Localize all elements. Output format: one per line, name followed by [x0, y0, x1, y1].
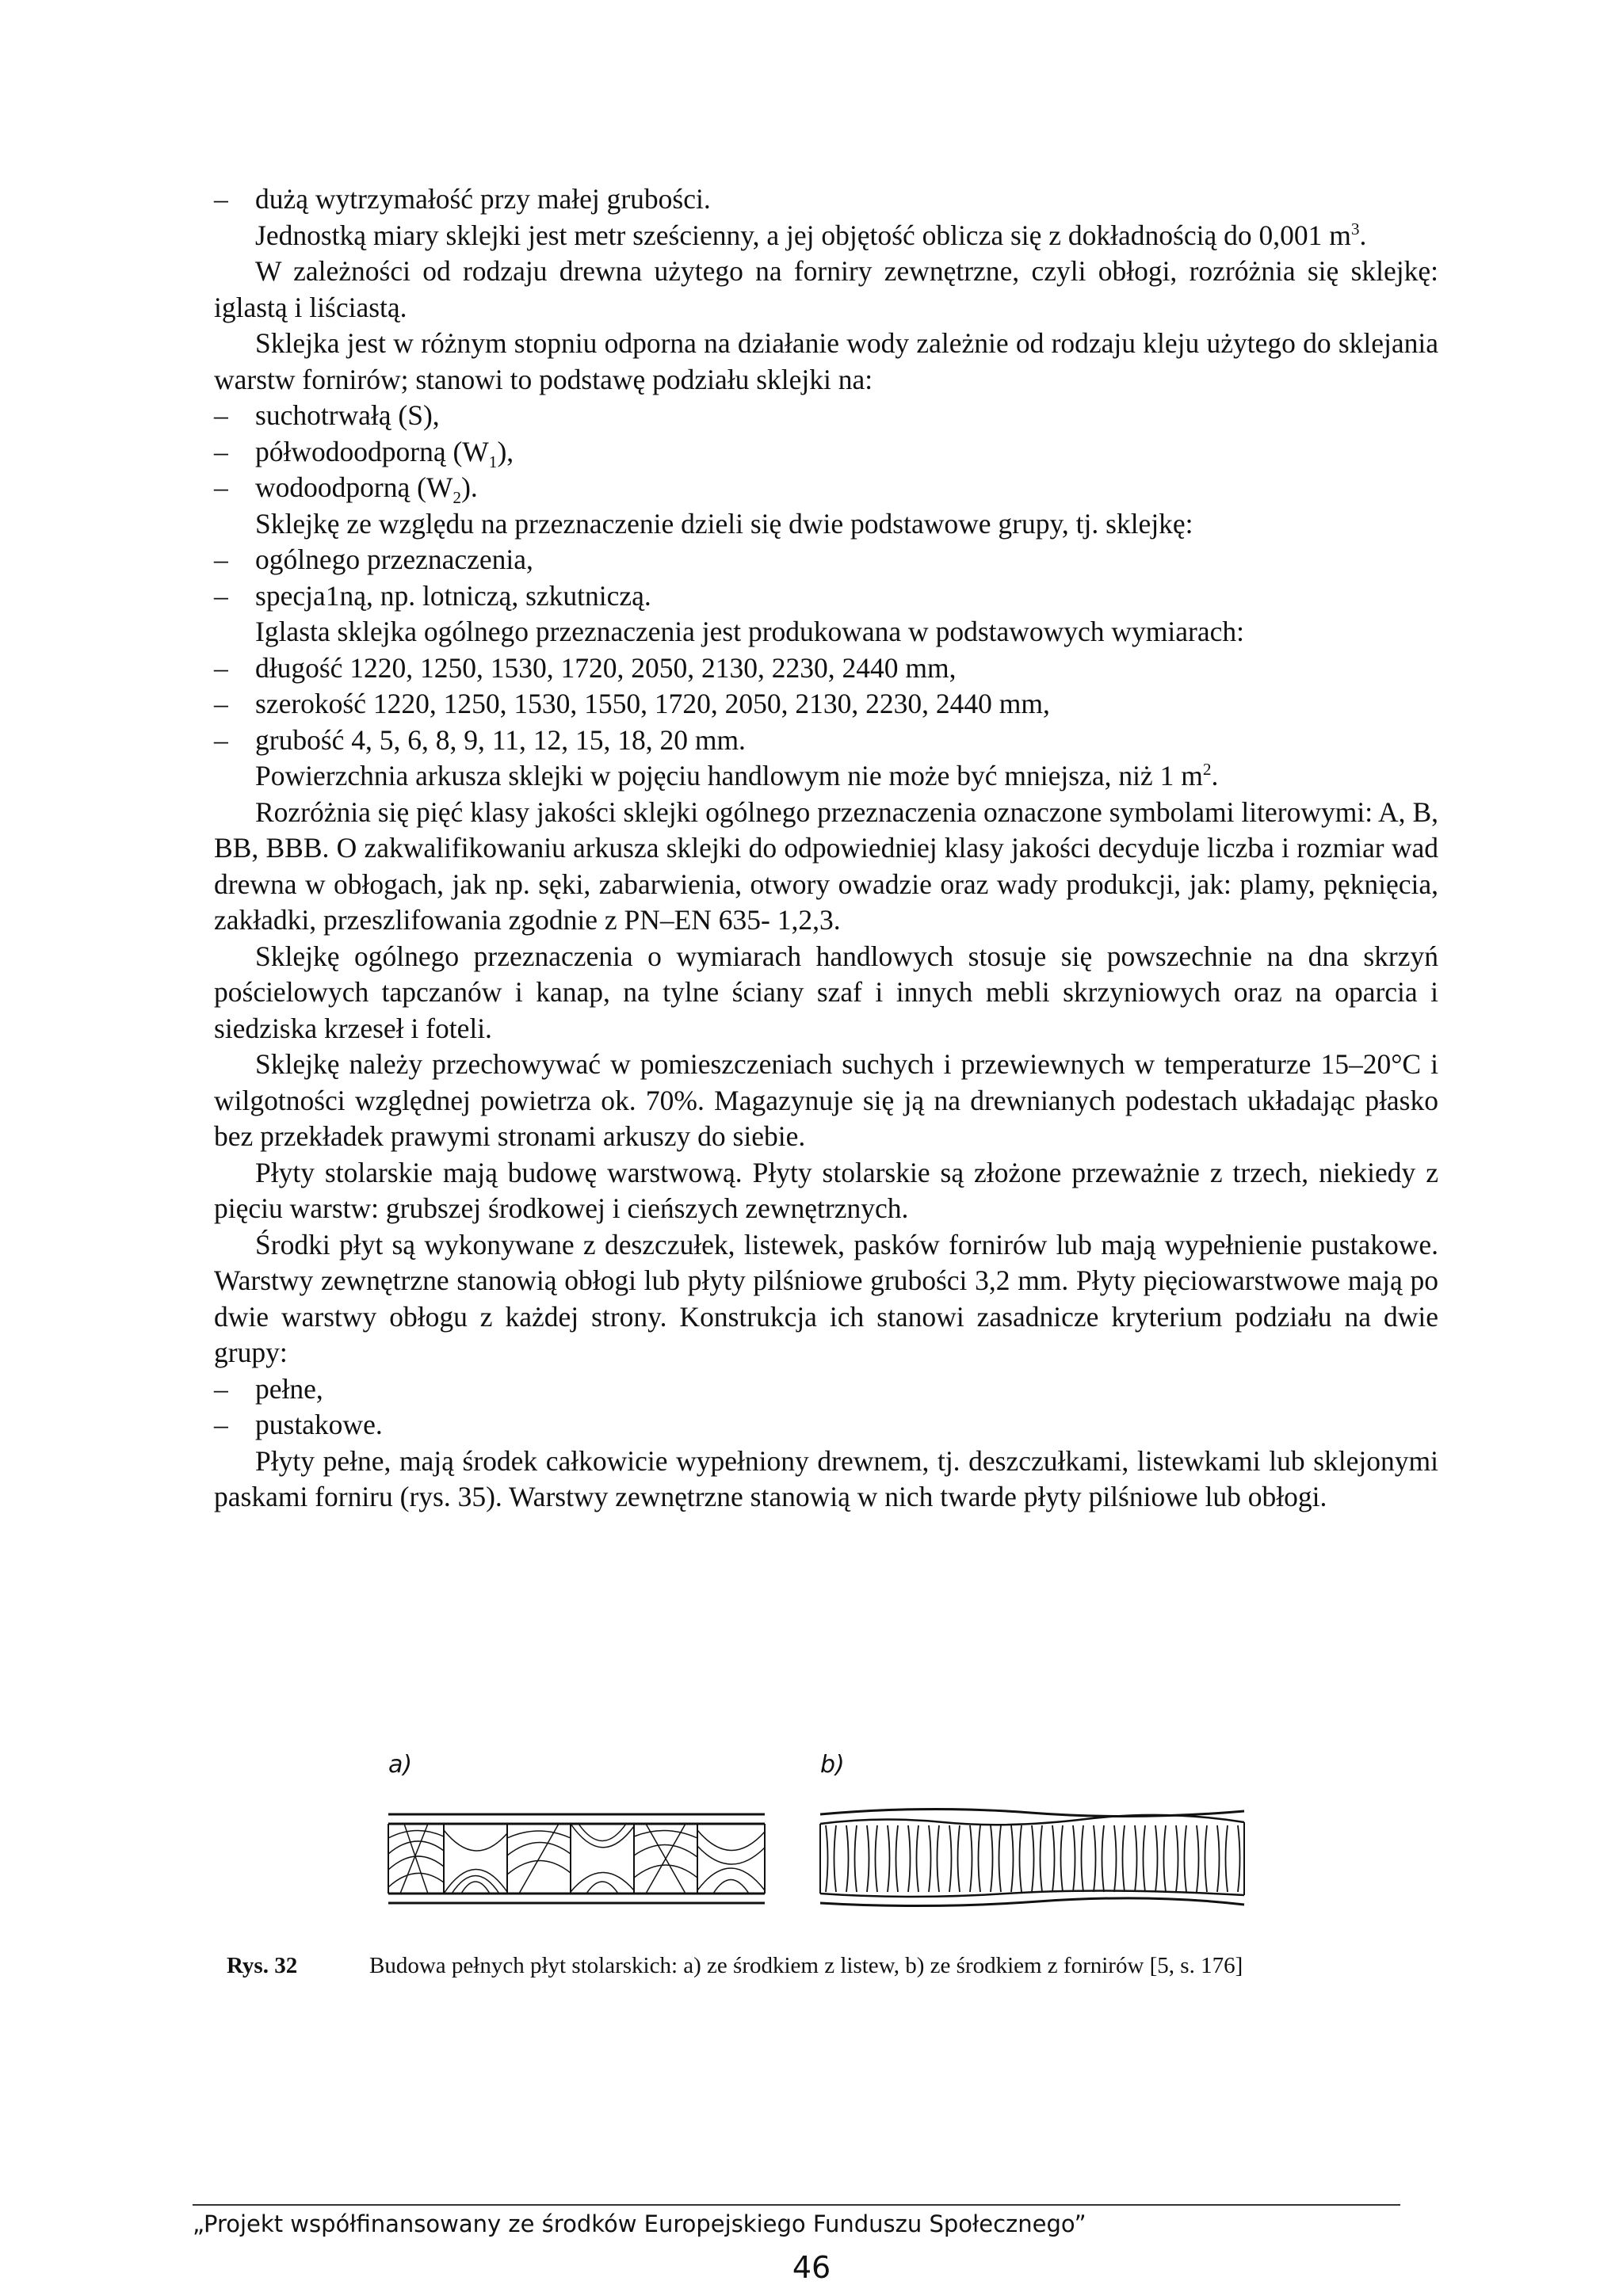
- veneer-strip-line: [970, 1825, 972, 1892]
- veneer-strip-line: [917, 1825, 919, 1892]
- paragraph: Płyty stolarskie mają budowę warstwową. Płyty stolarskie są złożone przeważnie z trzech, niekiedy z pięciu warstw: grubszej środkowej i cieńszych zewnętrznych.: [214, 1156, 1438, 1224]
- figure-label-b: b): [820, 1751, 845, 1779]
- figure-drawings: [372, 1751, 1260, 1917]
- veneer-strip-line: [1123, 1825, 1125, 1892]
- veneer-strip-line: [1011, 1825, 1014, 1892]
- veneer-strip-line: [834, 1825, 837, 1892]
- paragraph: Sklejkę należy przechowywać w pomieszczeniach suchych i przewiewnych w temperaturze 15–20°C i wilgotności względnej powietrza ok. 70%. Magazynuje się ją na drewnianych podestach układając płasko bez przekładek prawymi stronami arkuszy do siebie.: [214, 1048, 1438, 1152]
- list-item: – specja1ną, np. lotniczą, szkutniczą.: [214, 579, 651, 612]
- strip-core-board-drawing: [388, 1814, 765, 1903]
- list-item: – pełne,: [214, 1372, 323, 1405]
- list-item: – ogólnego przeznaczenia,: [214, 543, 533, 575]
- figure-number: Rys. 32: [227, 1953, 298, 1978]
- veneer-strip-line: [938, 1825, 940, 1892]
- figure-label-a: a): [388, 1751, 413, 1779]
- paragraph: Płyty pełne, mają środek całkowicie wypełniony drewnem, tj. deszczułkami, listewkami lub sklejonymi paskami forniru (rys. 35). Warstwy zewnętrzne stanowią w nich twarde płyty pilśniowe lub obłogi.: [214, 1444, 1438, 1512]
- paragraph: Powierzchnia arkusza sklejki w pojęciu handlowym nie może być mniejsza, niż 1 $m^2$.: [255, 760, 1219, 791]
- veneer-strip-line: [855, 1825, 857, 1892]
- list-item: – suchotrwałą (S),: [214, 399, 440, 431]
- veneer-strip-line: [1238, 1825, 1240, 1892]
- veneer-strip-line: [888, 1825, 890, 1892]
- body-text: [214, 181, 1438, 1516]
- paragraph: Jednostką miary sklejki jest metr sześcienny, a jej objętość oblicza się z dokładnością do 0,001 $m^3$.: [255, 219, 1367, 251]
- veneer-strip-line: [1197, 1825, 1199, 1892]
- veneer-strip-line: [1144, 1825, 1146, 1892]
- paragraph: Iglasta sklejka ogólnego przeznaczenia jest produkowana w podstawowych wymiarach:: [255, 616, 1244, 647]
- veneer-strip-line: [979, 1825, 981, 1892]
- veneer-strip-line: [1164, 1825, 1167, 1892]
- paragraph: Środki płyt są wykonywane z deszczułek, listewek, pasków fornirów lub mają wypełnienie pustakowe. Warstwy zewnętrzne stanowią obłogi lub płyty pilśniowe grubości 3,2 mm. Płyty pięciowarstwowe mają po dwie warstwy obłogu z każdej strony. Konstrukcja ich stanowi zasadnicze kryterium podziału na dwie grupy:: [214, 1228, 1438, 1368]
- paragraph: W zależności od rodzaju drewna użytego na forniry zewnętrzne, czyli obłogi, rozróżnia się sklejkę: iglastą i liściastą.: [214, 255, 1438, 323]
- veneer-strip-line: [1155, 1825, 1158, 1892]
- veneer-strip-line: [1082, 1825, 1084, 1892]
- paragraph: Sklejka jest w różnym stopniu odporna na działanie wody zależnie od rodzaju kleju użytego do sklejania warstw fornirów; stanowi to podstawę podziału sklejki na:: [214, 327, 1438, 395]
- veneer-strip-line: [867, 1825, 869, 1892]
- figure-board-cross-sections: [372, 1751, 1260, 1917]
- veneer-strip-line: [1102, 1825, 1105, 1892]
- footer-text: „Projekt współfinansowany ze środków Europejskiego Funduszu Społecznego”: [193, 2210, 1086, 2237]
- veneer-strip-line: [999, 1825, 1002, 1892]
- veneer-strip-line: [1032, 1825, 1034, 1892]
- footer-divider: [193, 2204, 1400, 2206]
- veneer-strip-line: [1073, 1825, 1075, 1892]
- paragraph: Rozróżnia się pięć klasy jakości sklejki ogólnego przeznaczenia oznaczone symbolami literowymi: A, B, BB, BBB. O zakwalifikowaniu arkusza sklejki do odpowiedniej klasy jakości decyduje liczba i rozmiar wad drewna w obłogach, jak np. sęki, zabarwienia, otwory owadzie oraz wady produkcji, jak: plamy, pęknięcia, zakładki, przeszlifowania zgodnie z PN–EN 635- 1,2,3.: [214, 795, 1438, 936]
- list-item: – grubość 4, 5, 6, 8, 9, 11, 12, 15, 18, 20 mm.: [214, 723, 746, 756]
- veneer-strip-line: [991, 1825, 993, 1892]
- veneer-strip-line: [1114, 1825, 1117, 1892]
- caption-text: Budowa pełnych płyt stolarskich: a) ze środkiem z listew, b) ze środkiem z fornirów [5, s. 176]: [369, 1953, 1243, 1978]
- veneer-strip-line: [1052, 1825, 1055, 1892]
- list-item: – pustakowe.: [214, 1409, 383, 1440]
- veneer-strip-line: [846, 1825, 849, 1892]
- veneer-strip-line: [1205, 1825, 1208, 1892]
- paragraph: Sklejkę ogólnego przeznaczenia o wymiarach handlowych stosuje się powszechnie na dna skrzyń pościelowych tapczanów i kanap, na tylne ściany szaf i innych mebli skrzyniowych oraz na oparcia i siedziska krzeseł i foteli.: [214, 940, 1438, 1044]
- veneer-core-board-drawing: [820, 1809, 1244, 1905]
- veneer-strip-line: [896, 1825, 899, 1892]
- veneer-strip-line: [1094, 1825, 1096, 1892]
- list-item: – dużą wytrzymałość przy małej grubości.: [214, 183, 711, 215]
- list-item: – półwodoodporną $(W_1)$,: [214, 435, 514, 471]
- veneer-strip-line: [1041, 1825, 1043, 1892]
- list-item: – szerokość 1220, 1250, 1530, 1550, 1720, 2050, 2130, 2230, 2440 mm,: [214, 688, 1050, 719]
- list-item: – długość 1220, 1250, 1530, 1720, 2050, 2130, 2230, 2440 mm,: [214, 651, 957, 684]
- veneer-strip-line: [1226, 1825, 1228, 1892]
- veneer-strip-line: [908, 1825, 911, 1892]
- veneer-strip-line: [1020, 1825, 1022, 1892]
- veneer-strip-line: [876, 1825, 878, 1892]
- paragraph: Sklejkę ze względu na przeznaczenie dzieli się dwie podstawowe grupy, tj. sklejkę:: [255, 507, 1193, 540]
- veneer-strip-line: [1135, 1825, 1137, 1892]
- veneer-strip-line: [1061, 1825, 1064, 1892]
- page-number: 46: [792, 2250, 831, 2285]
- veneer-strip-line: [929, 1825, 931, 1892]
- veneer-strip-line: [826, 1825, 828, 1892]
- veneer-strip-line: [958, 1825, 960, 1892]
- veneer-strip-line: [1217, 1825, 1220, 1892]
- veneer-strip-line: [1185, 1825, 1187, 1892]
- veneer-strip-line: [1176, 1825, 1178, 1892]
- veneer-strip-line: [949, 1825, 952, 1892]
- list-item: – wodoodporną $(W_2)$.: [214, 471, 478, 508]
